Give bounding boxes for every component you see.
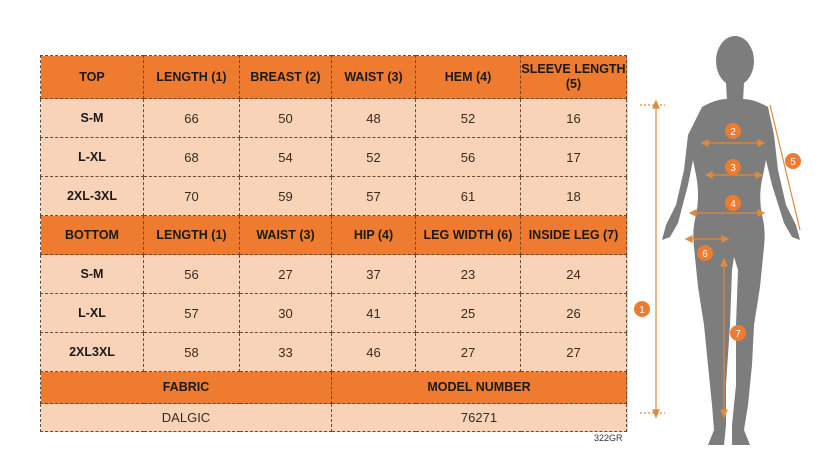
table-cell: 37: [332, 255, 416, 294]
table-cell: 24: [521, 255, 627, 294]
table-row: [41, 99, 627, 138]
table-cell: 27: [240, 255, 332, 294]
bottom-header-cell: HIP (4): [332, 216, 416, 255]
marker-6: 6: [702, 249, 708, 260]
marker-1: 1: [639, 305, 645, 316]
table-row: [41, 333, 627, 372]
top-header-cell: BREAST (2): [240, 56, 332, 99]
info-header-row: [41, 372, 627, 404]
size-label: 2XL-3XL: [41, 177, 144, 216]
table-cell: 27: [416, 333, 521, 372]
table-cell: 58: [144, 333, 240, 372]
model-number-value: 76271: [332, 404, 627, 432]
size-label: 2XL3XL: [41, 333, 144, 372]
body-measurement-figure: [620, 25, 835, 460]
table-cell: 52: [416, 99, 521, 138]
top-header-cell: TOP: [41, 56, 144, 99]
table-cell: 54: [240, 138, 332, 177]
bottom-header-cell: LEG WIDTH (6): [416, 216, 521, 255]
table-cell: 17: [521, 138, 627, 177]
top-header-cell: WAIST (3): [332, 56, 416, 99]
table-cell: 23: [416, 255, 521, 294]
female-silhouette: [662, 36, 800, 445]
table-cell: 16: [521, 99, 627, 138]
fabric-header: FABRIC: [41, 372, 332, 404]
table-cell: 57: [332, 177, 416, 216]
size-label: L-XL: [41, 294, 144, 333]
size-chart-table: [40, 55, 627, 432]
table-cell: 25: [416, 294, 521, 333]
marker-2: 2: [730, 127, 736, 138]
table-cell: 59: [240, 177, 332, 216]
table-cell: 48: [332, 99, 416, 138]
marker-5: 5: [790, 157, 796, 168]
size-label: L-XL: [41, 138, 144, 177]
marker-3: 3: [730, 163, 736, 174]
marker-7: 7: [735, 329, 741, 340]
table-cell: 26: [521, 294, 627, 333]
table-cell: 30: [240, 294, 332, 333]
table-cell: 50: [240, 99, 332, 138]
table-cell: 41: [332, 294, 416, 333]
table-cell: 33: [240, 333, 332, 372]
table-cell: 57: [144, 294, 240, 333]
marker-4: 4: [730, 199, 736, 210]
product-code: 322GR: [594, 433, 623, 443]
info-row: [41, 404, 627, 432]
size-label: S-M: [41, 255, 144, 294]
table-cell: 66: [144, 99, 240, 138]
table-cell: 27: [521, 333, 627, 372]
table-row: [41, 138, 627, 177]
bottom-header-cell: INSIDE LEG (7): [521, 216, 627, 255]
fabric-value: DALGIC: [41, 404, 332, 432]
table-cell: 46: [332, 333, 416, 372]
bottom-header-cell: LENGTH (1): [144, 216, 240, 255]
table-row: [41, 294, 627, 333]
bottom-header-cell: BOTTOM: [41, 216, 144, 255]
table-cell: 61: [416, 177, 521, 216]
table-cell: 56: [144, 255, 240, 294]
table-cell: 68: [144, 138, 240, 177]
table-row: [41, 177, 627, 216]
top-header-cell: HEM (4): [416, 56, 521, 99]
size-label: S-M: [41, 99, 144, 138]
table-cell: 56: [416, 138, 521, 177]
table-cell: 18: [521, 177, 627, 216]
bottom-header-row: [41, 216, 627, 255]
table-row: [41, 255, 627, 294]
top-header-cell: LENGTH (1): [144, 56, 240, 99]
bottom-header-cell: WAIST (3): [240, 216, 332, 255]
top-header-cell: SLEEVE LENGTH (5): [521, 56, 627, 99]
top-header-row: [41, 56, 627, 99]
model-number-header: MODEL NUMBER: [332, 372, 627, 404]
table-cell: 52: [332, 138, 416, 177]
table-cell: 70: [144, 177, 240, 216]
